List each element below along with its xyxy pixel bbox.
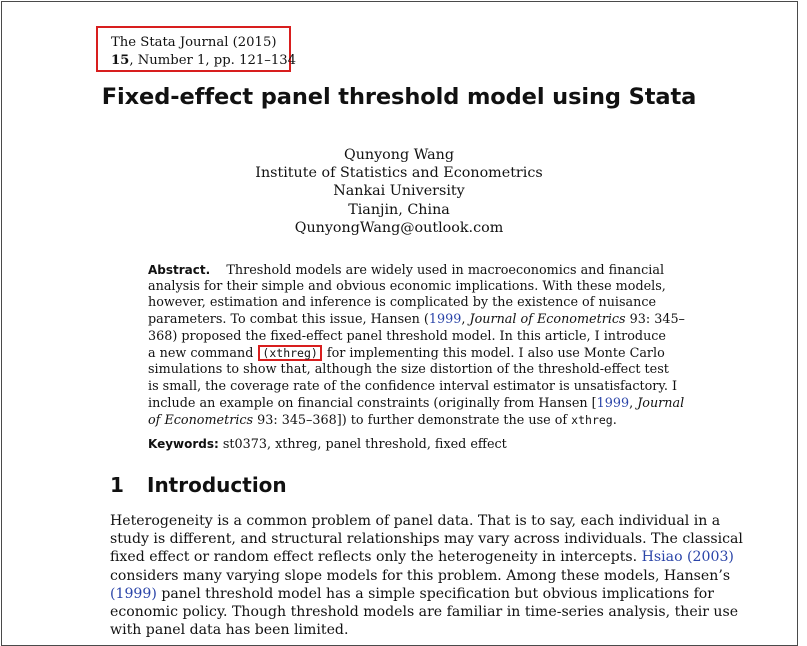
abstract bbox=[148, 262, 685, 429]
journal-ref: Journal bbox=[637, 395, 685, 411]
abstract-line: analysis for their simple and obvious economic implications. With these models, bbox=[148, 278, 666, 294]
abstract-line: simulations to show that, although the size distortion of the threshold-effect test bbox=[148, 362, 669, 378]
command-name: xthreg bbox=[571, 413, 613, 428]
paper-title: Fixed-effect panel threshold model using Stata bbox=[101, 84, 697, 110]
abstract-text: Threshold models are widely used in macroeconomics and financial bbox=[226, 263, 665, 278]
citation-link[interactable]: 1999 bbox=[596, 395, 630, 411]
section-number: 1 bbox=[110, 473, 124, 497]
body-line bbox=[110, 585, 715, 603]
abstract-line bbox=[148, 345, 665, 362]
body-text: panel threshold model has a simple specification but obvious implications for bbox=[156, 585, 715, 602]
abstract-text: . bbox=[612, 413, 617, 429]
journal-ref: of Econometrics bbox=[148, 413, 254, 429]
abstract-line bbox=[148, 262, 665, 279]
body-line: study is different, and structural relationships may vary across individuals. The classical bbox=[110, 531, 743, 548]
journal-ref: Journal of Econometrics bbox=[469, 312, 626, 328]
abstract-text: a new command bbox=[148, 346, 254, 362]
abstract-label: Abstract. bbox=[148, 263, 211, 277]
body-line: economic policy. Though threshold models are familiar in time-series analysis, their use bbox=[110, 603, 739, 620]
abstract-line: however, estimation and inference is complicated by the existence of nuisance bbox=[148, 295, 657, 311]
abstract-text: for implementing this model. I also use Monte Carlo bbox=[326, 346, 665, 362]
command-highlight: (xthreg) bbox=[258, 345, 321, 361]
section-title: Introduction bbox=[147, 473, 287, 497]
section-heading bbox=[110, 473, 287, 497]
author-block bbox=[0, 146, 798, 237]
intro-paragraph bbox=[110, 512, 743, 639]
journal-citation-box bbox=[96, 26, 296, 72]
keywords-label: Keywords: bbox=[148, 437, 219, 451]
abstract-text: , bbox=[461, 312, 470, 328]
abstract-line bbox=[148, 312, 685, 329]
body-line: with panel data has been limited. bbox=[110, 622, 349, 639]
journal-volume: 15 bbox=[111, 52, 130, 68]
citation-link[interactable]: 1999 bbox=[428, 312, 462, 328]
journal-issue bbox=[111, 52, 296, 70]
journal-issue-pages: , Number 1, pp. 121–134 bbox=[129, 52, 296, 68]
keywords-text: st0373, xthreg, panel threshold, fixed effect bbox=[218, 437, 507, 452]
citation-link[interactable]: (1999) bbox=[110, 585, 157, 602]
body-line bbox=[110, 548, 734, 566]
abstract-text: 93: 345– bbox=[625, 312, 685, 328]
keywords bbox=[148, 437, 650, 452]
citation-link[interactable]: Hsiao (2003) bbox=[641, 549, 734, 566]
author-university: Nankai University bbox=[333, 183, 465, 200]
abstract-line: 368) proposed the fixed-effect panel threshold model. In this article, I introduce bbox=[148, 328, 666, 344]
abstract-line: is small, the coverage rate of the confidence interval estimator is unsatisfactory. I bbox=[148, 378, 678, 394]
author-institute: Institute of Statistics and Econometrics bbox=[255, 165, 543, 182]
author-email: QunyongWang@outlook.com bbox=[294, 219, 504, 236]
abstract-text: parameters. To combat this issue, Hansen ( bbox=[148, 312, 429, 328]
author-name: Qunyong Wang bbox=[343, 147, 455, 163]
journal-name: The Stata Journal (2015) bbox=[111, 35, 277, 50]
body-line: Heterogeneity is a common problem of panel data. That is to say, each individual in a bbox=[110, 513, 721, 529]
author-location: Tianjin, China bbox=[348, 201, 450, 218]
body-line: considers many varying slope models for this problem. Among these models, Hansen’s bbox=[110, 567, 731, 584]
abstract-text: 93: 345–368]) to further demonstrate the use of bbox=[253, 413, 572, 429]
abstract-text: include an example on financial constraints (originally from Hansen [ bbox=[148, 395, 597, 411]
body-text: fixed effect or random effect reflects only the heterogeneity in intercepts. bbox=[110, 549, 642, 566]
abstract-line bbox=[148, 412, 650, 429]
abstract-line bbox=[148, 395, 685, 413]
abstract-text: , bbox=[629, 395, 638, 411]
